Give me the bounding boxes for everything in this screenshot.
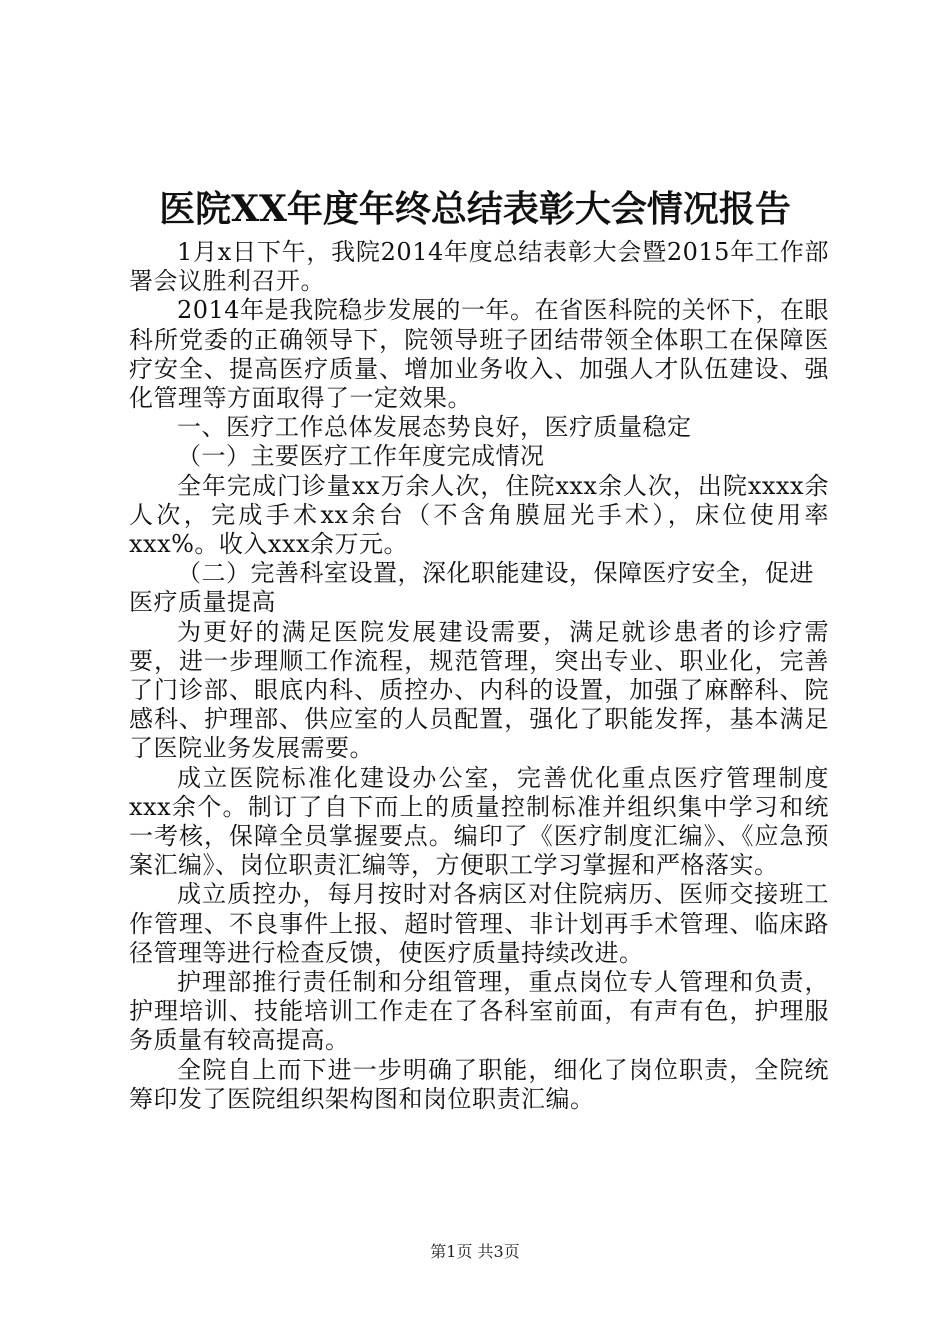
subsection-heading-1: （一）主要医疗工作年度完成情况 <box>177 442 545 471</box>
section-heading-1: 一、医疗工作总体发展态势良好，医疗质量稳定 <box>177 413 692 442</box>
paragraph-meeting-intro: 1月x日下午，我院2014年度总结表彰大会暨2015年工作部署会议胜利召开。 <box>129 238 829 296</box>
document-title: 医院XX年度年终总结表彰大会情况报告 <box>159 188 791 230</box>
paragraph-annual-stats: 全年完成门诊量xx万余人次，住院xxx余人次，出院xxxx余人次，完成手术xx余台（不含角膜屈光手术），床位使用率xxx%。收入xxx余万元。 <box>129 471 829 559</box>
paragraph-quality-control: 成立质控办，每月按时对各病区对住院病历、医师交接班工作管理、不良事件上报、超时管理、非计划再手术管理、临床路径管理等进行检查反馈，使医疗质量持续改进。 <box>129 880 829 967</box>
page-number-footer: 第1页 共3页 <box>430 1242 520 1261</box>
paragraph-department-setup: 为更好的满足医院发展建设需要，满足就诊患者的诊疗需要，进一步理顺工作流程，规范管理，突出专业、职业化，完善了门诊部、眼底内科、质控办、内科的设置，加强了麻醉科、院感科、护理部、供应室的人员配置，强化了职能发挥，基本满足了医院业务发展需要。 <box>129 617 829 763</box>
paragraph-standardization-office: 成立医院标准化建设办公室，完善优化重点医疗管理制度xxx余个。制订了自下而上的质量控制标准并组织集中学习和统一考核，保障全员掌握要点。编印了《医疗制度汇编》、《应急预案汇编》、岗位职责汇编等，方便职工学习掌握和严格落实。 <box>129 763 829 880</box>
paragraph-responsibilities: 全院自上而下进一步明确了职能，细化了岗位职责，全院统筹印发了医院组织架构图和岗位职责汇编。 <box>129 1055 829 1113</box>
document-body <box>129 238 829 1114</box>
paragraph-nursing: 护理部推行责任制和分组管理，重点岗位专人管理和负责，护理培训、技能培训工作走在了各科室前面，有声有色，护理服务质量有较高提高。 <box>129 968 829 1055</box>
paragraph-year-summary: 2014年是我院稳步发展的一年。在省医科院的关怀下，在眼科所党委的正确领导下，院领导班子团结带领全体职工在保障医疗安全、提高医疗质量、增加业务收入、加强人才队伍建设、强化管理等方面取得了一定效果。 <box>129 296 829 413</box>
subsection-heading-2: （二）完善科室设置，深化职能建设，保障医疗安全，促进医疗质量提高 <box>129 559 814 617</box>
